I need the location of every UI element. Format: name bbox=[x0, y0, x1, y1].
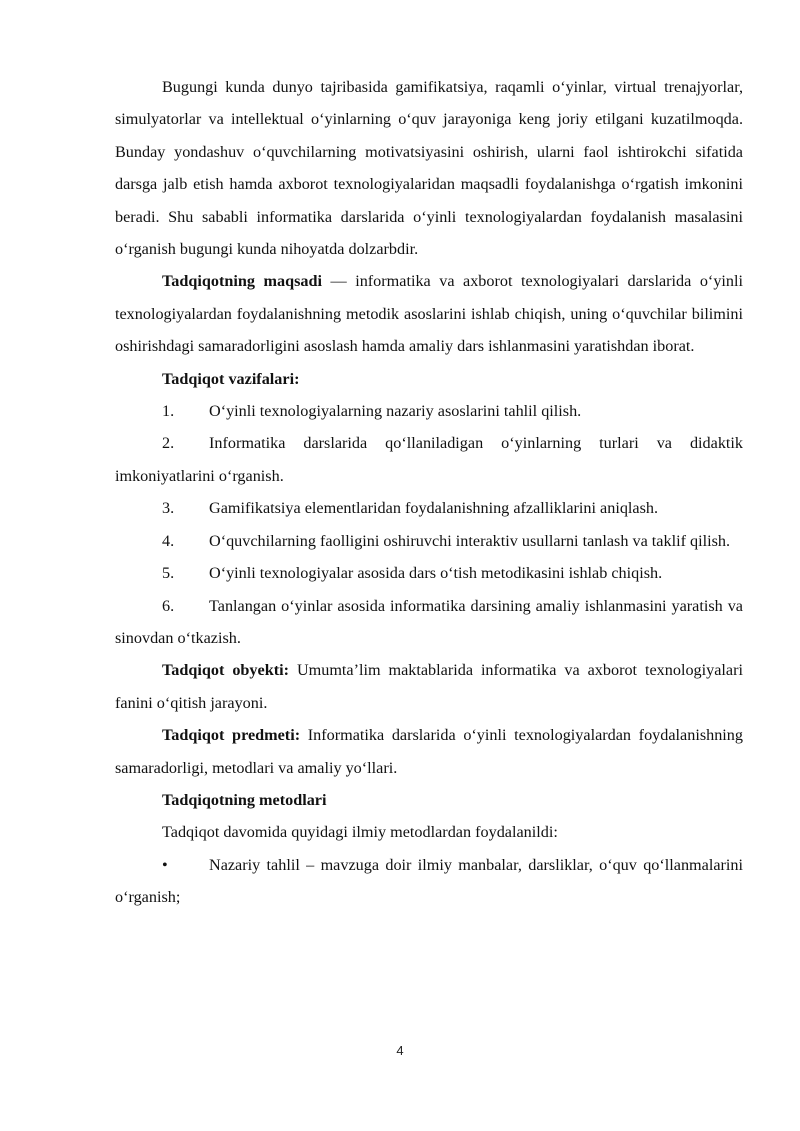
intro-paragraph: Bugungi kunda dunyo tajribasida gamifikatsiya, raqamli o‘yinlar, virtual trenajyorlar, simulyatorlar va intellektual o‘yinlarning o‘quv jarayoniga keng joriy etilgani kuzatilmoqda. Bunday yondashuv o‘quvchilarning motivatsiyasini oshirish, ularni faol ishtirokchi sifatida darsga jalb etish hamda axborot texnologiyalaridan maqsadli foydalanishga o‘rgatish imkonini beradi. Shu sababli informatika darslarida o‘yinli texnologiyalardan foydalanish masalasini o‘rganish bugungi kunda nihoyatda dolzarbdir. bbox=[115, 78, 743, 259]
task-number: 2. bbox=[162, 434, 175, 453]
task-number: 6. bbox=[162, 596, 175, 615]
subject-paragraph bbox=[115, 719, 743, 784]
bullet-text: Nazariy tahlil – mavzuga doir ilmiy manbalar, darsliklar, o‘quv qo‘llanmalarini o‘rganish; bbox=[115, 855, 743, 907]
tasks-heading: Tadqiqot vazifalari: bbox=[162, 369, 300, 388]
task-text: Gamifikatsiya elementlaridan foydalanishning afzalliklarini aniqlash. bbox=[209, 499, 659, 518]
task-item-4 bbox=[115, 525, 743, 557]
subject-text: Informatika darslarida o‘yinli texnologiyalardan foydalanishning samaradorligi, metodlari va amaliy yo‘llari. bbox=[115, 726, 743, 777]
methods-heading: Tadqiqotning metodlari bbox=[162, 790, 327, 809]
methods-intro: Tadqiqot davomida quyidagi ilmiy metodlardan foydalanildi: bbox=[162, 823, 558, 842]
object-text: Umumta’lim maktablarida informatika va axborot texnologiyalari fanini o‘qitish jarayoni. bbox=[115, 661, 743, 712]
object-paragraph bbox=[115, 654, 743, 719]
bullet-icon: • bbox=[162, 855, 168, 874]
task-item-2 bbox=[115, 427, 743, 492]
task-item-3 bbox=[115, 492, 743, 524]
subject-label: Tadqiqot predmeti: bbox=[162, 726, 301, 745]
methods-bullet-1 bbox=[115, 849, 743, 914]
task-number: 4. bbox=[162, 531, 175, 550]
task-item-1 bbox=[115, 395, 743, 427]
document-page bbox=[115, 71, 743, 914]
task-number: 1. bbox=[162, 402, 175, 421]
task-text: O‘yinli texnologiyalar asosida dars o‘tish metodikasini ishlab chiqish. bbox=[209, 564, 663, 583]
task-number: 3. bbox=[162, 499, 175, 518]
aim-label: Tadqiqotning maqsadi bbox=[162, 272, 322, 291]
aim-text: — informatika va axborot texnologiyalari darslarida o‘yinli texnologiyalardan foydalanishning metodik asoslarini ishlab chiqish, uning o‘quvchilar bilimini oshirishdagi samaradorligini asoslash hamda amaliy dars ishlanmasini yaratishdan iborat. bbox=[115, 272, 743, 356]
task-number: 5. bbox=[162, 564, 175, 583]
aim-paragraph bbox=[115, 265, 743, 362]
task-text: O‘quvchilarning faolligini oshiruvchi interaktiv usullarni tanlash va taklif qilish. bbox=[209, 531, 731, 550]
task-item-6 bbox=[115, 590, 743, 655]
task-text: O‘yinli texnologiyalarning nazariy asoslarini tahlil qilish. bbox=[209, 402, 582, 421]
task-item-5 bbox=[115, 557, 743, 589]
object-label: Tadqiqot obyekti: bbox=[162, 661, 289, 680]
page-number: 4 bbox=[396, 1043, 404, 1058]
task-text: Informatika darslarida qo‘llaniladigan o‘yinlarning turlari va didaktik imkoniyatlarini o‘rganish. bbox=[115, 434, 743, 485]
task-text: Tanlangan o‘yinlar asosida informatika darsining amaliy ishlanmasini yaratish va sinovdan o‘tkazish. bbox=[115, 596, 743, 647]
